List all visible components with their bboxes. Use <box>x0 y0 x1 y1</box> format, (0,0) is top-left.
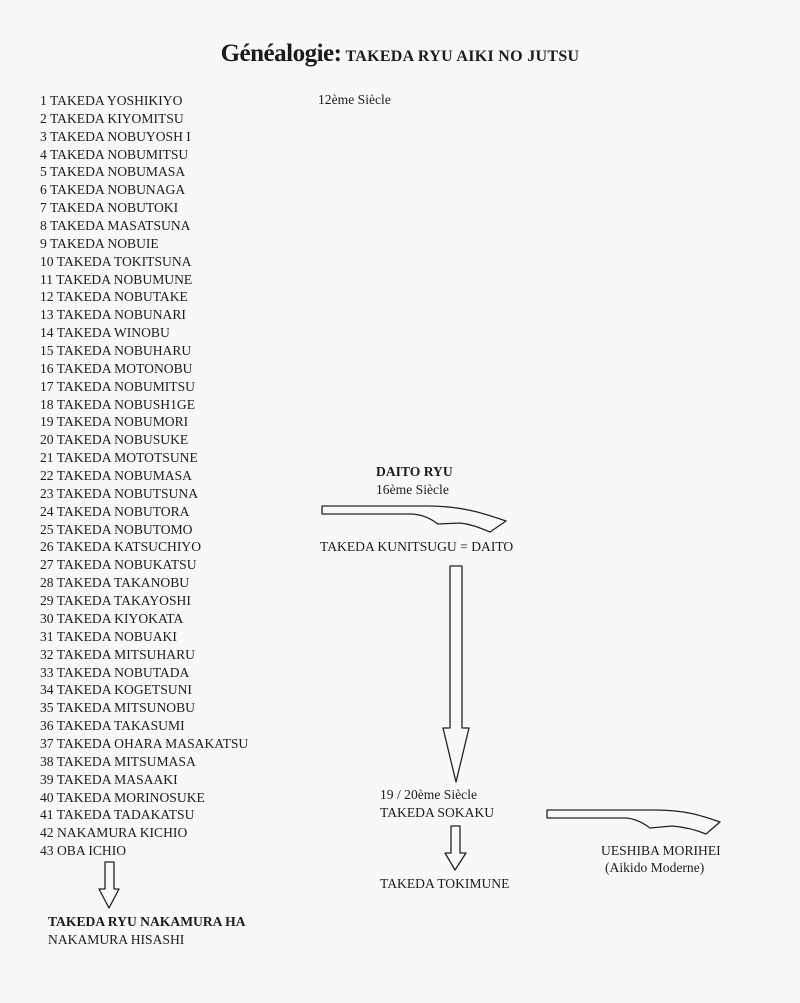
lineage-item: 39 TAKEDA MASAAKI <box>40 771 178 787</box>
lineage-item: 38 TAKEDA MITSUMASA <box>40 753 196 769</box>
lineage-item: 6 TAKEDA NOBUNAGA <box>40 182 186 198</box>
lineage-item: 8 TAKEDA MASATSUNA <box>40 218 191 234</box>
lineage-item: 3 TAKEDA NOBUYOSH I <box>40 128 191 144</box>
daito-founder: TAKEDA KUNITSUGU = DAITO <box>320 539 514 554</box>
sokaku-century-label: 19 / 20ème Siècle <box>380 787 478 802</box>
lineage-item: 24 TAKEDA NOBUTORA <box>40 503 190 519</box>
lineage-item: 13 TAKEDA NOBUNARI <box>40 307 186 323</box>
title-separator: : <box>333 40 342 67</box>
down-arrow-icon <box>445 826 466 870</box>
daito-ryu-heading: DAITO RYU <box>376 464 453 479</box>
lineage-item: 9 TAKEDA NOBUIE <box>40 235 159 251</box>
lineage-item: 30 TAKEDA KIYOKATA <box>40 610 184 626</box>
lineage-item: 31 TAKEDA NOBUAKI <box>40 628 177 644</box>
lineage-item: 35 TAKEDA MITSUNOBU <box>40 700 195 716</box>
lineage-item: 5 TAKEDA NOBUMASA <box>40 164 186 180</box>
tokimune-name: TAKEDA TOKIMUNE <box>380 876 510 891</box>
lineage-item: 22 TAKEDA NOBUMASA <box>40 468 192 484</box>
lineage-item: 19 TAKEDA NOBUMORI <box>40 414 189 430</box>
lineage-item: 4 TAKEDA NOBUMITSU <box>40 146 189 162</box>
lineage-item: 18 TAKEDA NOBUSH1GE <box>40 396 195 412</box>
curved-arrow-icon <box>547 810 720 834</box>
lineage-item: 14 TAKEDA WINOBU <box>40 325 170 341</box>
nakamura-hisashi-name: NAKAMURA HISASHI <box>48 932 185 947</box>
lineage-item: 1 TAKEDA YOSHIKIYO <box>40 93 183 108</box>
lineage-item: 33 TAKEDA NOBUTADA <box>40 664 190 680</box>
title-sub: TAKEDA RYU AIKI NO JUTSU <box>345 48 580 65</box>
daito-century-label: 16ème Siècle <box>376 482 449 497</box>
lineage-item: 11 TAKEDA NOBUMUNE <box>40 271 193 287</box>
nakamura-ha-school: TAKEDA RYU NAKAMURA HA <box>48 914 246 929</box>
lineage-item: 15 TAKEDA NOBUHARU <box>40 343 192 359</box>
lineage-item: 23 TAKEDA NOBUTSUNA <box>40 485 199 501</box>
lineage-item: 28 TAKEDA TAKANOBU <box>40 575 190 591</box>
lineage-item: 32 TAKEDA MITSUHARU <box>40 646 195 662</box>
lineage-item: 21 TAKEDA MOTOTSUNE <box>40 450 198 466</box>
lineage-item: 26 TAKEDA KATSUCHIYO <box>40 539 202 555</box>
down-arrow-icon <box>443 566 469 782</box>
lineage-item: 40 TAKEDA MORINOSUKE <box>40 789 205 805</box>
curved-arrow-icon <box>322 506 506 532</box>
lineage-item: 20 TAKEDA NOBUSUKE <box>40 432 189 448</box>
lineage-item: 42 NAKAMURA KICHIO <box>40 825 188 841</box>
lineage-item: 10 TAKEDA TOKITSUNA <box>40 253 192 269</box>
lineage-item: 29 TAKEDA TAKAYOSHI <box>40 593 191 609</box>
ueshiba-name: UESHIBA MORIHEI <box>601 843 721 858</box>
lineage-item: 27 TAKEDA NOBUKATSU <box>40 557 197 573</box>
ueshiba-note: (Aikido Moderne) <box>605 860 705 875</box>
lineage-item: 2 TAKEDA KIYOMITSU <box>40 110 184 126</box>
down-arrow-icon <box>99 862 119 908</box>
lineage-item: 16 TAKEDA MOTONOBU <box>40 360 193 376</box>
lineage-item: 25 TAKEDA NOBUTOMO <box>40 521 193 537</box>
lineage-item: 36 TAKEDA TAKASUMI <box>40 718 185 734</box>
lineage-item: 37 TAKEDA OHARA MASAKATSU <box>40 735 249 751</box>
lineage-item: 17 TAKEDA NOBUMITSU <box>40 378 195 394</box>
lineage-item: 41 TAKEDA TADAKATSU <box>40 807 195 823</box>
lineage-item: 34 TAKEDA KOGETSUNI <box>40 682 192 698</box>
title-main: Généalogie <box>220 40 334 67</box>
century-12-label: 12ème Siècle <box>318 92 391 107</box>
lineage-item: 43 OBA ICHIO <box>40 843 127 859</box>
lineage-item: 12 TAKEDA NOBUTAKE <box>40 289 188 305</box>
lineage-item: 7 TAKEDA NOBUTOKI <box>40 200 179 216</box>
sokaku-name: TAKEDA SOKAKU <box>380 805 495 820</box>
